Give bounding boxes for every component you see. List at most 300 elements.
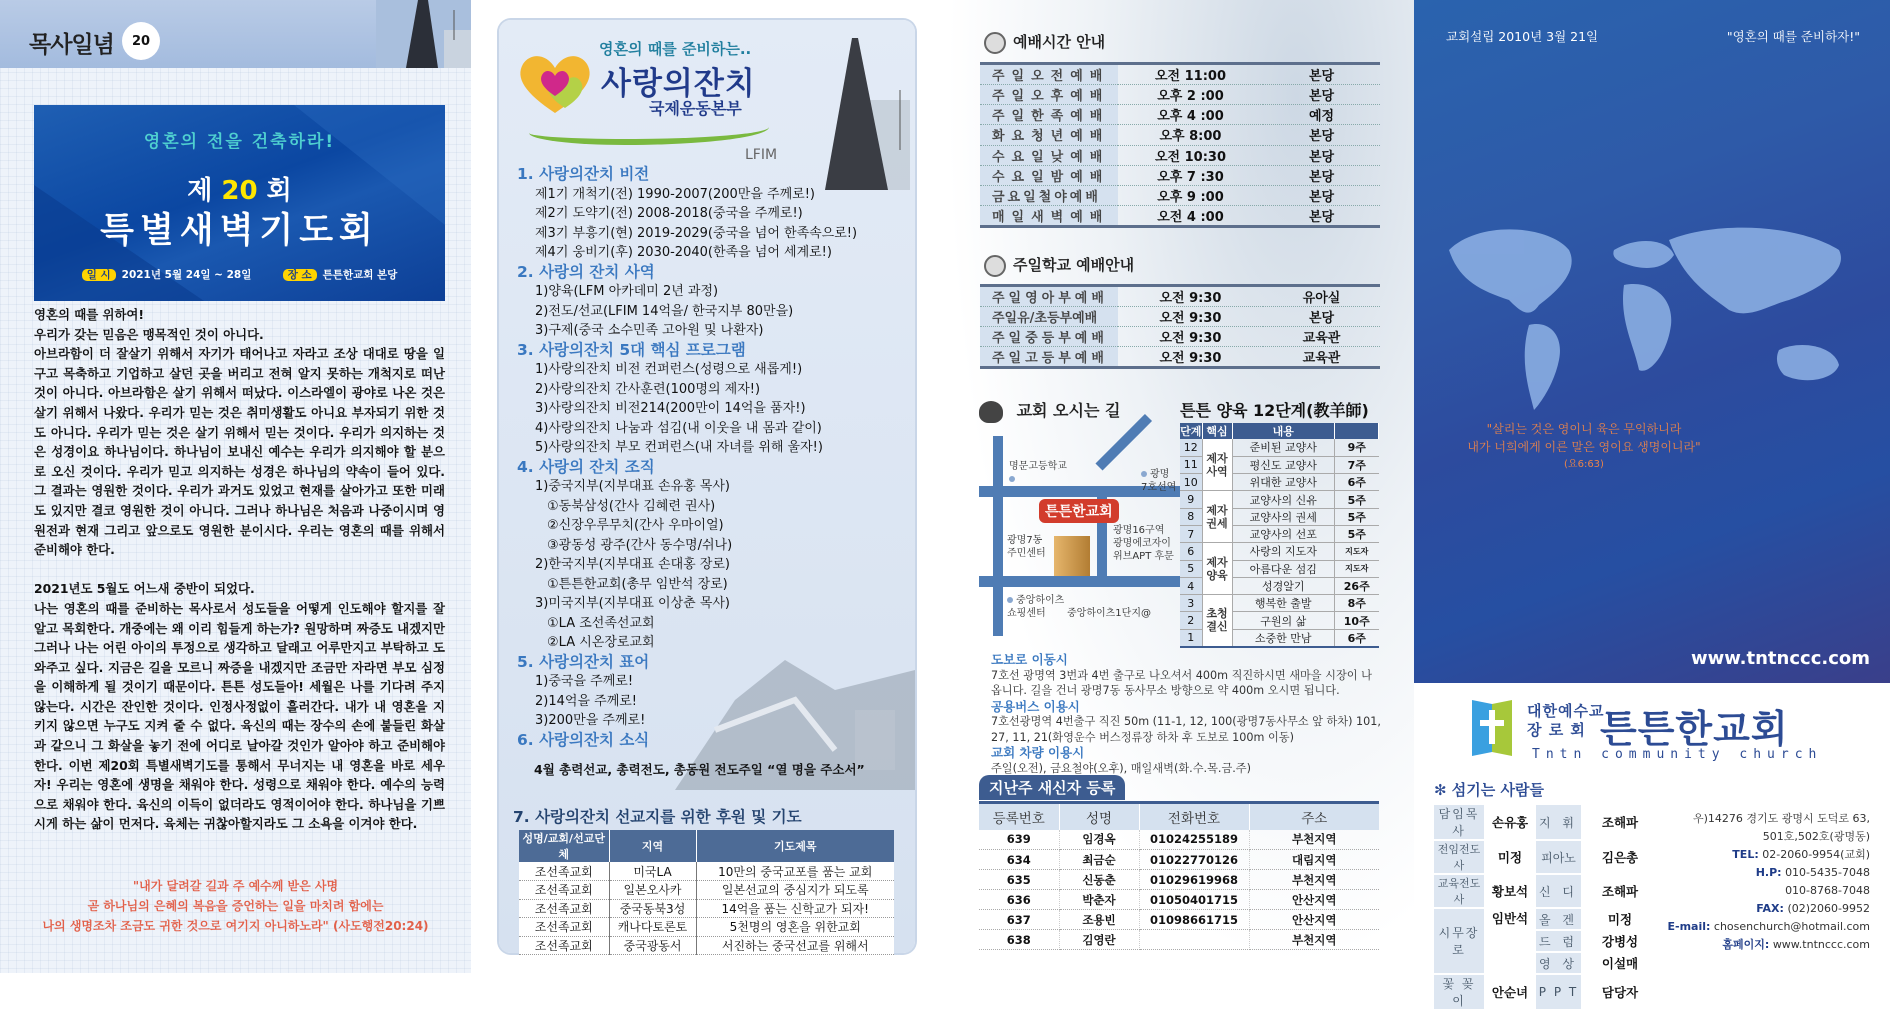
table-row (1180, 543, 1379, 560)
staff-role: 영 상 (1536, 953, 1581, 973)
cell: 중국동북3성 (609, 899, 696, 918)
church-building-icon (1054, 536, 1090, 576)
step-number: 1 (1180, 629, 1202, 647)
step-weeks: 9주 (1335, 439, 1379, 456)
logo-abbr: LFIM (745, 147, 778, 163)
ministry-panel (471, 0, 944, 973)
staff-role: 올 겐 (1536, 909, 1581, 929)
service-name: 금요일철야예배 (980, 185, 1118, 205)
section-heading: 6. 사랑의잔치 소식 (517, 730, 650, 749)
column-header: 기도제목 (696, 830, 894, 862)
fax-line: FAX: (02)2060-9952 (1756, 902, 1870, 915)
step-weeks: 5주 (1335, 508, 1379, 525)
table-row (980, 165, 1380, 185)
service-place: 본당 (1263, 165, 1380, 185)
step-weeks: 6주 (1335, 629, 1379, 647)
step-number: 11 (1180, 456, 1202, 473)
training-steps-heading: 튼튼 양육 12단계(教羊師) (1180, 401, 1369, 420)
service-place: 본당 (1263, 185, 1380, 205)
column-header: 핵심 (1202, 423, 1232, 439)
service-place: 본당 (1263, 145, 1380, 165)
support-table (519, 830, 894, 955)
column-header: 전화번호 (1139, 803, 1249, 830)
service-place: 교육관 (1263, 327, 1380, 347)
section-item: 4)사랑의잔치 나눔과 섬김(내 이웃을 내 몸과 같이) (535, 420, 822, 436)
date-tag: 일 시 (82, 269, 116, 281)
world-map-icon (1439, 210, 1869, 420)
cell: 안산지역 (1249, 890, 1379, 910)
cell: 임경옥 (1059, 830, 1139, 850)
section-item: 3)사랑의잔치 비전214(200만이 14억을 품자!) (535, 401, 806, 416)
step-content: 구원의 삶 (1232, 612, 1335, 629)
cell: 635 (979, 870, 1059, 890)
staff-name: 이설매 (1601, 956, 1639, 971)
table-row (980, 85, 1380, 105)
table-row (980, 347, 1380, 368)
support-heading: 7. 사랑의잔치 선교지를 위한 후원 및 기도 (513, 808, 802, 826)
staff-name: 담당자 (1601, 985, 1639, 1000)
cell: 부천지역 (1249, 930, 1379, 950)
sunday-school-table (980, 284, 1380, 369)
staff-role: 드 럼 (1536, 931, 1581, 951)
service-name: 주일오후예배 (980, 85, 1118, 105)
step-number: 3 (1180, 595, 1202, 612)
edition-prefix: 제 (187, 176, 213, 206)
cell: 미국LA (609, 862, 696, 881)
paragraph: 나는 영혼의 때를 준비하는 목사로서 성도들을 어떻게 인도해야 할지를 잘 알고 목회한다. 개중에는 왜 이리 힘들게 하는가? 원망하며 짜증도 내겠지만 그러나 나는 어린 아이의 투정으로 생각하고 달래고 어루만지고 부탁하고 도와주고 싶다. 지금은 길을 모르니 짜증을 내겠지만 조금만 자라면 부모 심정을 이해하게 될 것이기 때문이다. 튼튼 성도들아! 세월은 나를 기다려 주지 않는다. 시간은 잔인한 것이다. 인정사정없이 흘러간다. 내가 내 영혼을 지키지 않으면 누구도 지켜 줄 수 없다. 육신의 때는 장수의 손에 붙들린 화살과 같으니 그 화살을 놓기 전에 어디로 날아갈 것인가 알아야 하고 준비해야 한다. 이번 제20회 특별새벽기도를 통해서 무너지는 내 영혼을 바로 세우자! 우리는 영혼에 생명을 채워야 한다. 성령으로 채워야 한다. 예수의 능력으로 채워야 한다. 육신의 이득이 없더라도 영적이어야 한다. 하나님을 기쁘시게 하는 삶이 먼저다. 육체는 귀찮아할지라도 그 소욕을 이겨야 한다. (34, 600, 445, 832)
service-place: 본당 (1263, 206, 1380, 227)
service-name: 매일새벽예배 (980, 206, 1118, 227)
section-item: 1)중국을 주께로! (535, 674, 634, 689)
step-content: 준비된 교양사 (1232, 439, 1335, 456)
staff-name: 미정 (1607, 912, 1633, 927)
banner-subtitle: 영혼의 전을 건축하라! (143, 132, 336, 152)
prayer-meeting-banner (34, 105, 445, 301)
email-link[interactable]: chosenchurch@hotmail.com (1713, 920, 1870, 933)
denomination-line: 장 로 회 (1527, 721, 1586, 739)
staff-name: 안순녀 (1491, 985, 1529, 1000)
step-weeks: 5주 (1335, 525, 1379, 542)
service-time: 오전 10:30 (1118, 145, 1263, 165)
cell: 01024255189 (1139, 830, 1249, 850)
section-item: 제3기 부흥기(현) 2019-2029(중국을 넘어 한족속으로!) (535, 225, 858, 241)
section-item: 2)전도/선교(LFIM 14억을/ 한국지부 80만을) (535, 303, 794, 319)
church-map-pin: 튼튼한교회 (1039, 499, 1119, 523)
staff-name: 황보석 (1491, 884, 1529, 899)
cover-panel (1414, 0, 1890, 1008)
table-row (1434, 909, 1659, 929)
cover-motto: "영혼의 때를 준비하자!" (1726, 29, 1860, 44)
step-weeks: 지도자 (1335, 560, 1379, 577)
service-name: 수요일낮예배 (980, 145, 1118, 165)
cell: 안산지역 (1249, 910, 1379, 930)
denomination (1527, 702, 1604, 740)
step-content: 성경알기 (1232, 577, 1335, 594)
table-row (1434, 975, 1659, 1009)
staff-role: 꽃 꽂 이 (1434, 975, 1484, 1009)
column-header: 성명 (1059, 803, 1139, 830)
cell: 조선족교회 (519, 862, 609, 881)
service-time: 오전 9:30 (1118, 286, 1263, 307)
cell: 부천지역 (1249, 870, 1379, 890)
denomination-line: 대한예수교 (1527, 702, 1605, 720)
direction-heading: 공용버스 이용시 (991, 698, 1080, 714)
step-weeks: 6주 (1335, 474, 1379, 491)
issue-number-badge: 20 (122, 22, 160, 60)
paragraph: 아브라함이 더 잘살기 위해서 자기가 태어나고 자라고 조상 대대로 땅을 일구고 목축하고 기업하고 살던 곳을 버리고 전혀 알지 못하는 개척지로 떠난 것이 아니다. 아브라함은 살기 위해서 떠났다. 이스라엘이 광야로 나온 것은 살기 위해서 나왔다. 우리가 믿는 것은 취미생활도 아니요 부자되기 위한 것도 아니다. 우리가 믿는 것은 살기 위해서 믿는 것이다. 우리가 의지하는 것은 성경이요 하나님이다. 하나님이 보내신 예수는 우리가 의지해야 할 분으로 오신 것이다. 우리가 믿고 의지하는 성경은 하나님의 약속이 들어 있다. 그 결과는 영원한 것이다. 우리가 과거도 있었고 현재를 살아가고 또한 미래도 있지만 결코 영원한 것이 아니다. 그러나 하나님은 처음과 나중이시며 영원전과 현재 그리고 앞으로도 영원한 분이시다. 우리는 영혼의 때를 위해서 준비해야 한다. (34, 346, 445, 558)
date-value: 2021년 5월 24일 ~ 28일 (121, 269, 252, 281)
cell: 636 (979, 890, 1059, 910)
staff-name: 조해파 (1601, 884, 1639, 899)
cell: 최금순 (1059, 850, 1139, 870)
step-number: 6 (1180, 543, 1202, 560)
staff-name: 임반석 (1491, 911, 1529, 926)
section-heading: 5. 사랑의잔치 표어 (517, 652, 650, 671)
cell: 01022770126 (1139, 850, 1249, 870)
address-line: 501호,502호(광명동) (1762, 830, 1870, 843)
staff-role: 지 휘 (1536, 805, 1581, 839)
section-item: 3)미국지부(지부대표 이상춘 목사) (535, 596, 731, 611)
cover-art (1414, 0, 1890, 683)
worship-schedule-table (980, 62, 1380, 228)
table-row (1434, 841, 1659, 873)
staff-role: 전임전도사 (1434, 841, 1484, 873)
service-time: 오전 11:00 (1118, 64, 1263, 85)
service-time: 오후 9 :00 (1118, 185, 1263, 205)
verse-line: 내가 너희에게 이른 말은 영이요 생명이니라" (1467, 440, 1701, 454)
paragraph: 2021년도 5월도 어느새 중반이 되었다. (34, 581, 255, 597)
step-core: 초청결신 (1202, 595, 1232, 647)
section-heading: 2. 사랑의 잔치 사역 (517, 262, 655, 281)
cell: 조선족교회 (519, 918, 609, 937)
table-row (979, 870, 1379, 890)
cell (1139, 930, 1249, 950)
cell: 박춘자 (1059, 890, 1139, 910)
map-label-mall: 중앙하이츠 쇼핑센터 (1007, 595, 1065, 619)
cell: 부천지역 (1249, 830, 1379, 850)
cell: 대림지역 (1249, 850, 1379, 870)
sunday-school-heading-text: 주일학교 예배안내 (1013, 255, 1135, 274)
logo-org: 국제운동본부 (649, 99, 742, 118)
step-weeks: 26주 (1335, 577, 1379, 594)
service-place: 유아실 (1263, 286, 1380, 307)
section-item: 제1기 개척기(전) 1990-2007(200만을 주께로!) (535, 186, 815, 202)
church-name: 튼튼한교회 (1600, 707, 1789, 751)
website-url[interactable]: www.tntnccc.com (1690, 648, 1870, 669)
cell: 조선족교회 (519, 881, 609, 900)
map-label-center: 광명7동 주민센터 (1007, 535, 1046, 559)
cell: 639 (979, 830, 1059, 850)
step-core: 제자권세 (1202, 491, 1232, 543)
cell: 01050401715 (1139, 890, 1249, 910)
table-row (1180, 491, 1379, 508)
staff-table (1434, 803, 1659, 1011)
section-item: 5)사랑의잔치 부모 컨퍼런스(내 자녀를 위해 울자!) (535, 440, 823, 455)
verse-line: 나의 생명조차 조금도 귀한 것으로 여기지 아니하노라" (사도행전20:24) (42, 919, 429, 933)
verse-reference: (요6:63) (1564, 459, 1604, 470)
cell: 01029619968 (1139, 870, 1249, 890)
church-name-english: Tntn community church (1532, 747, 1823, 762)
logo-subtitle: 영혼의 때를 준비하는.. (599, 40, 752, 58)
cross-door-logo-icon (1472, 700, 1512, 756)
section-item: 1)중국지부(지부대표 손유홍 목사) (535, 479, 731, 494)
clock-icon (979, 30, 1007, 52)
paragraph-spacer (34, 560, 445, 580)
cell: 김영란 (1059, 930, 1139, 950)
step-weeks: 8주 (1335, 595, 1379, 612)
service-name: 주일한족예배 (980, 105, 1118, 125)
cover-verse (1434, 420, 1734, 474)
column-header (0, 0, 471, 68)
hp-line: H.P: 010-5435-7048 (1755, 866, 1870, 879)
section-subitem: ①동북삼성(간사 김혜련 권사) (547, 498, 716, 514)
cell: 조선족교회 (519, 899, 609, 918)
ministry-news: 4월 총력선교, 총력전도, 총동원 전도주일 “열 명을 주소서” (534, 762, 865, 777)
table-row (1434, 805, 1659, 839)
paragraph: 우리가 갖는 믿음은 맹목적인 것이 아니다. (34, 326, 264, 342)
section-item: 2)사랑의잔치 간사훈련(100명의 제자!) (535, 381, 761, 397)
step-number: 4 (1180, 577, 1202, 594)
service-time: 오후 8:00 (1118, 125, 1263, 145)
map-label-station: 광명 7호선역 (1141, 469, 1177, 493)
step-content: 행복한 출발 (1232, 595, 1335, 612)
map-label-complex: 중앙하이츠1단지@ (1067, 608, 1151, 619)
direction-text: 7호선광명역 4번출구 직진 50m (11-1, 12, 100(광명7동사무소 앞 하차) 101, 27, 11, 21(화영운수 버스정류장 하차 후 도보로 100m 이동) (991, 715, 1381, 744)
step-number: 7 (1180, 525, 1202, 542)
table-row (979, 910, 1379, 930)
verse-line: "내가 달려갈 길과 주 예수께 받은 사명 (132, 879, 339, 893)
clock-icon (979, 253, 1007, 275)
service-place: 본당 (1263, 125, 1380, 145)
logo-name: 사랑의잔치 (601, 66, 756, 102)
logo-swoosh (529, 115, 769, 145)
info-panel (944, 0, 1414, 973)
cell: 신동춘 (1059, 870, 1139, 890)
cell: 조선족교회 (519, 936, 609, 955)
section-item: 제4기 웅비기(후) 2030-2040(한족을 넘어 세계로!) (535, 245, 832, 260)
table-row (980, 327, 1380, 347)
service-place: 교육관 (1263, 347, 1380, 368)
step-weeks: 5주 (1335, 491, 1379, 508)
column-header: 내용 (1232, 423, 1335, 439)
section-subitem: ②LA 시온장로교회 (547, 635, 655, 650)
table-row (519, 881, 894, 900)
section-subitem: ①튼튼한교회(총무 임반석 장로) (547, 576, 728, 592)
table-row (979, 830, 1379, 850)
direction-heading: 도보로 이동시 (991, 652, 1068, 667)
cell: 일본오사카 (609, 881, 696, 900)
section-item: 1)양육(LFM 아카데미 2년 과정) (535, 284, 719, 299)
table-row (519, 936, 894, 955)
staff-name: 미정 (1497, 850, 1523, 865)
cell: 10만의 중국교포를 품는 교회 (696, 862, 894, 881)
section-heading: 3. 사랑의잔치 5대 핵심 프로그램 (517, 340, 746, 359)
staff-role: 교육전도사 (1434, 875, 1484, 907)
column-title: 목사일념 (29, 32, 114, 58)
step-content: 아름다운 섬김 (1232, 560, 1335, 577)
table-row (980, 105, 1380, 125)
column-header: 단계 (1180, 425, 1202, 438)
table-row (519, 899, 894, 918)
staff-name: 강병성 (1601, 934, 1639, 949)
step-weeks: 7주 (1335, 456, 1379, 473)
service-place: 본당 (1263, 307, 1380, 327)
email-line: E-mail: chosenchurch@hotmail.com (1667, 920, 1870, 933)
section-subitem: ③광동성 광주(간사 동수명/쉬나) (547, 537, 733, 553)
table-row (979, 890, 1379, 910)
cell: 638 (979, 930, 1059, 950)
service-name: 주일영아부예배 (980, 286, 1118, 307)
table-row (980, 145, 1380, 165)
table-row (519, 918, 894, 937)
column-body (34, 305, 445, 834)
step-content: 평신도 교양사 (1232, 456, 1335, 473)
church-tower-photo-icon (376, 0, 471, 68)
service-name: 화요청년예배 (980, 125, 1118, 145)
map-heading-text: 교회 오시는 길 (1016, 401, 1121, 420)
cell: 637 (979, 910, 1059, 930)
section-item: 3)구제(중국 소수민족 고아원 및 나환자) (535, 323, 764, 338)
service-name: 주일오전예배 (980, 64, 1118, 85)
verse-line: 곧 하나님의 은혜의 복음을 증언하는 일을 마치려 함에는 (87, 899, 384, 913)
section-subitem: ②신장우루무치(간사 우마이얼) (547, 518, 724, 533)
map-label-school: 명문고등학교 (1009, 460, 1067, 486)
church-logo (1472, 700, 1832, 770)
cell: 634 (979, 850, 1059, 870)
step-content: 교양사의 신유 (1232, 491, 1335, 508)
column-header (1335, 423, 1379, 439)
cell: 일본선교의 중심지가 되도록 (696, 881, 894, 900)
column-header: 성명/교회/선교단체 (519, 830, 609, 862)
service-time: 오후 4 :00 (1118, 105, 1263, 125)
cell: 14억을 품는 신학교가 되자! (696, 899, 894, 918)
road (993, 436, 1003, 636)
directions-map (979, 436, 1187, 636)
table-row (980, 206, 1380, 227)
banner-title: 특별새벽기도회 (100, 211, 379, 251)
ministry-card (499, 20, 915, 953)
verse-line: "살리는 것은 영이니 육은 무익하니라 (1486, 422, 1682, 436)
service-place: 본당 (1263, 85, 1380, 105)
staff-name: 손유홍 (1491, 815, 1529, 830)
table-row (980, 286, 1380, 307)
step-core: 제자양육 (1202, 543, 1232, 595)
service-name: 주일유/초등부예배 (980, 307, 1118, 327)
scripture-quote (0, 876, 471, 936)
table-row (980, 64, 1380, 85)
step-content: 위대한 교양사 (1232, 474, 1335, 491)
hearts-logo-icon (515, 48, 595, 118)
founded-date: 교회설립 2010년 3월 21일 (1446, 29, 1599, 44)
directions-text (991, 652, 1381, 776)
table-row (1180, 595, 1379, 612)
service-time: 오후 2 :00 (1118, 85, 1263, 105)
service-name: 수요일밤예배 (980, 165, 1118, 185)
newcomers-table (979, 801, 1379, 950)
section-item: 2)한국지부(지부대표 손대홍 장로) (535, 557, 731, 572)
staff-role: 시무장로 (1434, 909, 1484, 973)
homepage-link[interactable]: www.tntnccc.com (1772, 938, 1870, 951)
map-label-apt: 광명16구역 광명에코자이 위브APT 후문 (1113, 525, 1174, 562)
step-weeks: 10주 (1335, 612, 1379, 629)
table-row (980, 185, 1380, 205)
table-row (980, 125, 1380, 145)
section-subitem: ①LA 조선족선교회 (547, 615, 655, 631)
training-steps-table (1180, 423, 1379, 648)
table-row (979, 930, 1379, 950)
staff-name: 조해파 (1601, 815, 1639, 830)
column-header: 등록번호 (979, 803, 1059, 830)
edition-suffix: 회 (266, 176, 292, 206)
service-name: 주일중등부예배 (980, 327, 1118, 347)
table-row (519, 862, 894, 881)
tel-line: TEL: 02-2060-9954(교회) (1732, 848, 1870, 861)
map-logo-icon (979, 401, 1003, 423)
cell: 5천명의 영혼을 위한교회 (696, 918, 894, 937)
service-time: 오전 9:30 (1118, 347, 1263, 368)
table-row (980, 307, 1380, 327)
service-time: 오전 4 :00 (1118, 206, 1263, 227)
pastor-column-panel (0, 0, 471, 973)
step-content: 사랑의 지도자 (1232, 543, 1335, 560)
place-tag: 장 소 (283, 269, 317, 281)
staff-role: 신 디 (1536, 875, 1581, 907)
staff-name: 김은총 (1601, 850, 1639, 865)
map-heading (979, 398, 1120, 423)
direction-text: 주일(오전), 금요철야(오후), 매일새벽(화.수.목.금.주) (991, 761, 1251, 775)
step-number: 12 (1180, 439, 1202, 456)
step-content: 소중한 만남 (1232, 629, 1335, 647)
section-heading: 4. 사랑의 잔치 조직 (517, 457, 655, 476)
cell: 서진하는 중국선교를 위해서 (696, 936, 894, 955)
section-item: 3)200만을 주께로! (535, 713, 646, 728)
section-item: 1)사랑의잔치 비전 컨퍼런스(성령으로 새롭게!) (535, 362, 803, 377)
staff-heading: ✻ 섬기는 사람들 (1434, 781, 1544, 799)
cell: 중국광동서 (609, 936, 696, 955)
step-core: 제자사역 (1202, 439, 1232, 491)
service-time: 오전 9:30 (1118, 327, 1263, 347)
contact-info (1668, 810, 1871, 954)
service-name: 주일고등부예배 (980, 347, 1118, 368)
homepage-line: 홈페이지: www.tntnccc.com (1722, 938, 1870, 951)
service-time: 오후 7 :30 (1118, 165, 1263, 185)
direction-text: 7호선 광명역 3번과 4번 출구로 나오셔서 400m 직진하시면 새마을 시장이 나옵니다. 길을 건너 광명7동 동사무소 방향으로 약 400m 오시면 됩니다. (991, 668, 1372, 697)
newcomers-heading: 지난주 새신자 등록 (979, 775, 1125, 800)
step-number: 9 (1180, 491, 1202, 508)
service-place: 본당 (1263, 64, 1380, 85)
step-number: 5 (1180, 560, 1202, 577)
step-number: 8 (1180, 508, 1202, 525)
edition-number: 20 (221, 176, 258, 206)
cell: 캐나다토론토 (609, 918, 696, 937)
column-header: 주소 (1249, 803, 1379, 830)
sunday-school-heading (979, 253, 1134, 275)
direction-heading: 교회 차량 이용시 (991, 745, 1085, 760)
worship-heading-text: 예배시간 안내 (1013, 32, 1106, 51)
banner-meta (34, 267, 445, 282)
section-heading: 1. 사랑의잔치 비전 (517, 165, 650, 183)
section-item: 2)14억을 주께로! (535, 693, 638, 709)
banner-edition (34, 170, 445, 207)
paragraph: 영혼의 때를 위하여! (34, 307, 145, 322)
hp-line-2: 010-8768-7048 (1785, 884, 1870, 897)
step-number: 2 (1180, 612, 1202, 629)
step-content: 교양사의 선포 (1232, 525, 1335, 542)
place-value: 튼튼한교회 본당 (322, 269, 398, 281)
staff-role: P P T (1536, 975, 1581, 1009)
cell: 01098661715 (1139, 910, 1249, 930)
column-header: 지역 (609, 830, 696, 862)
